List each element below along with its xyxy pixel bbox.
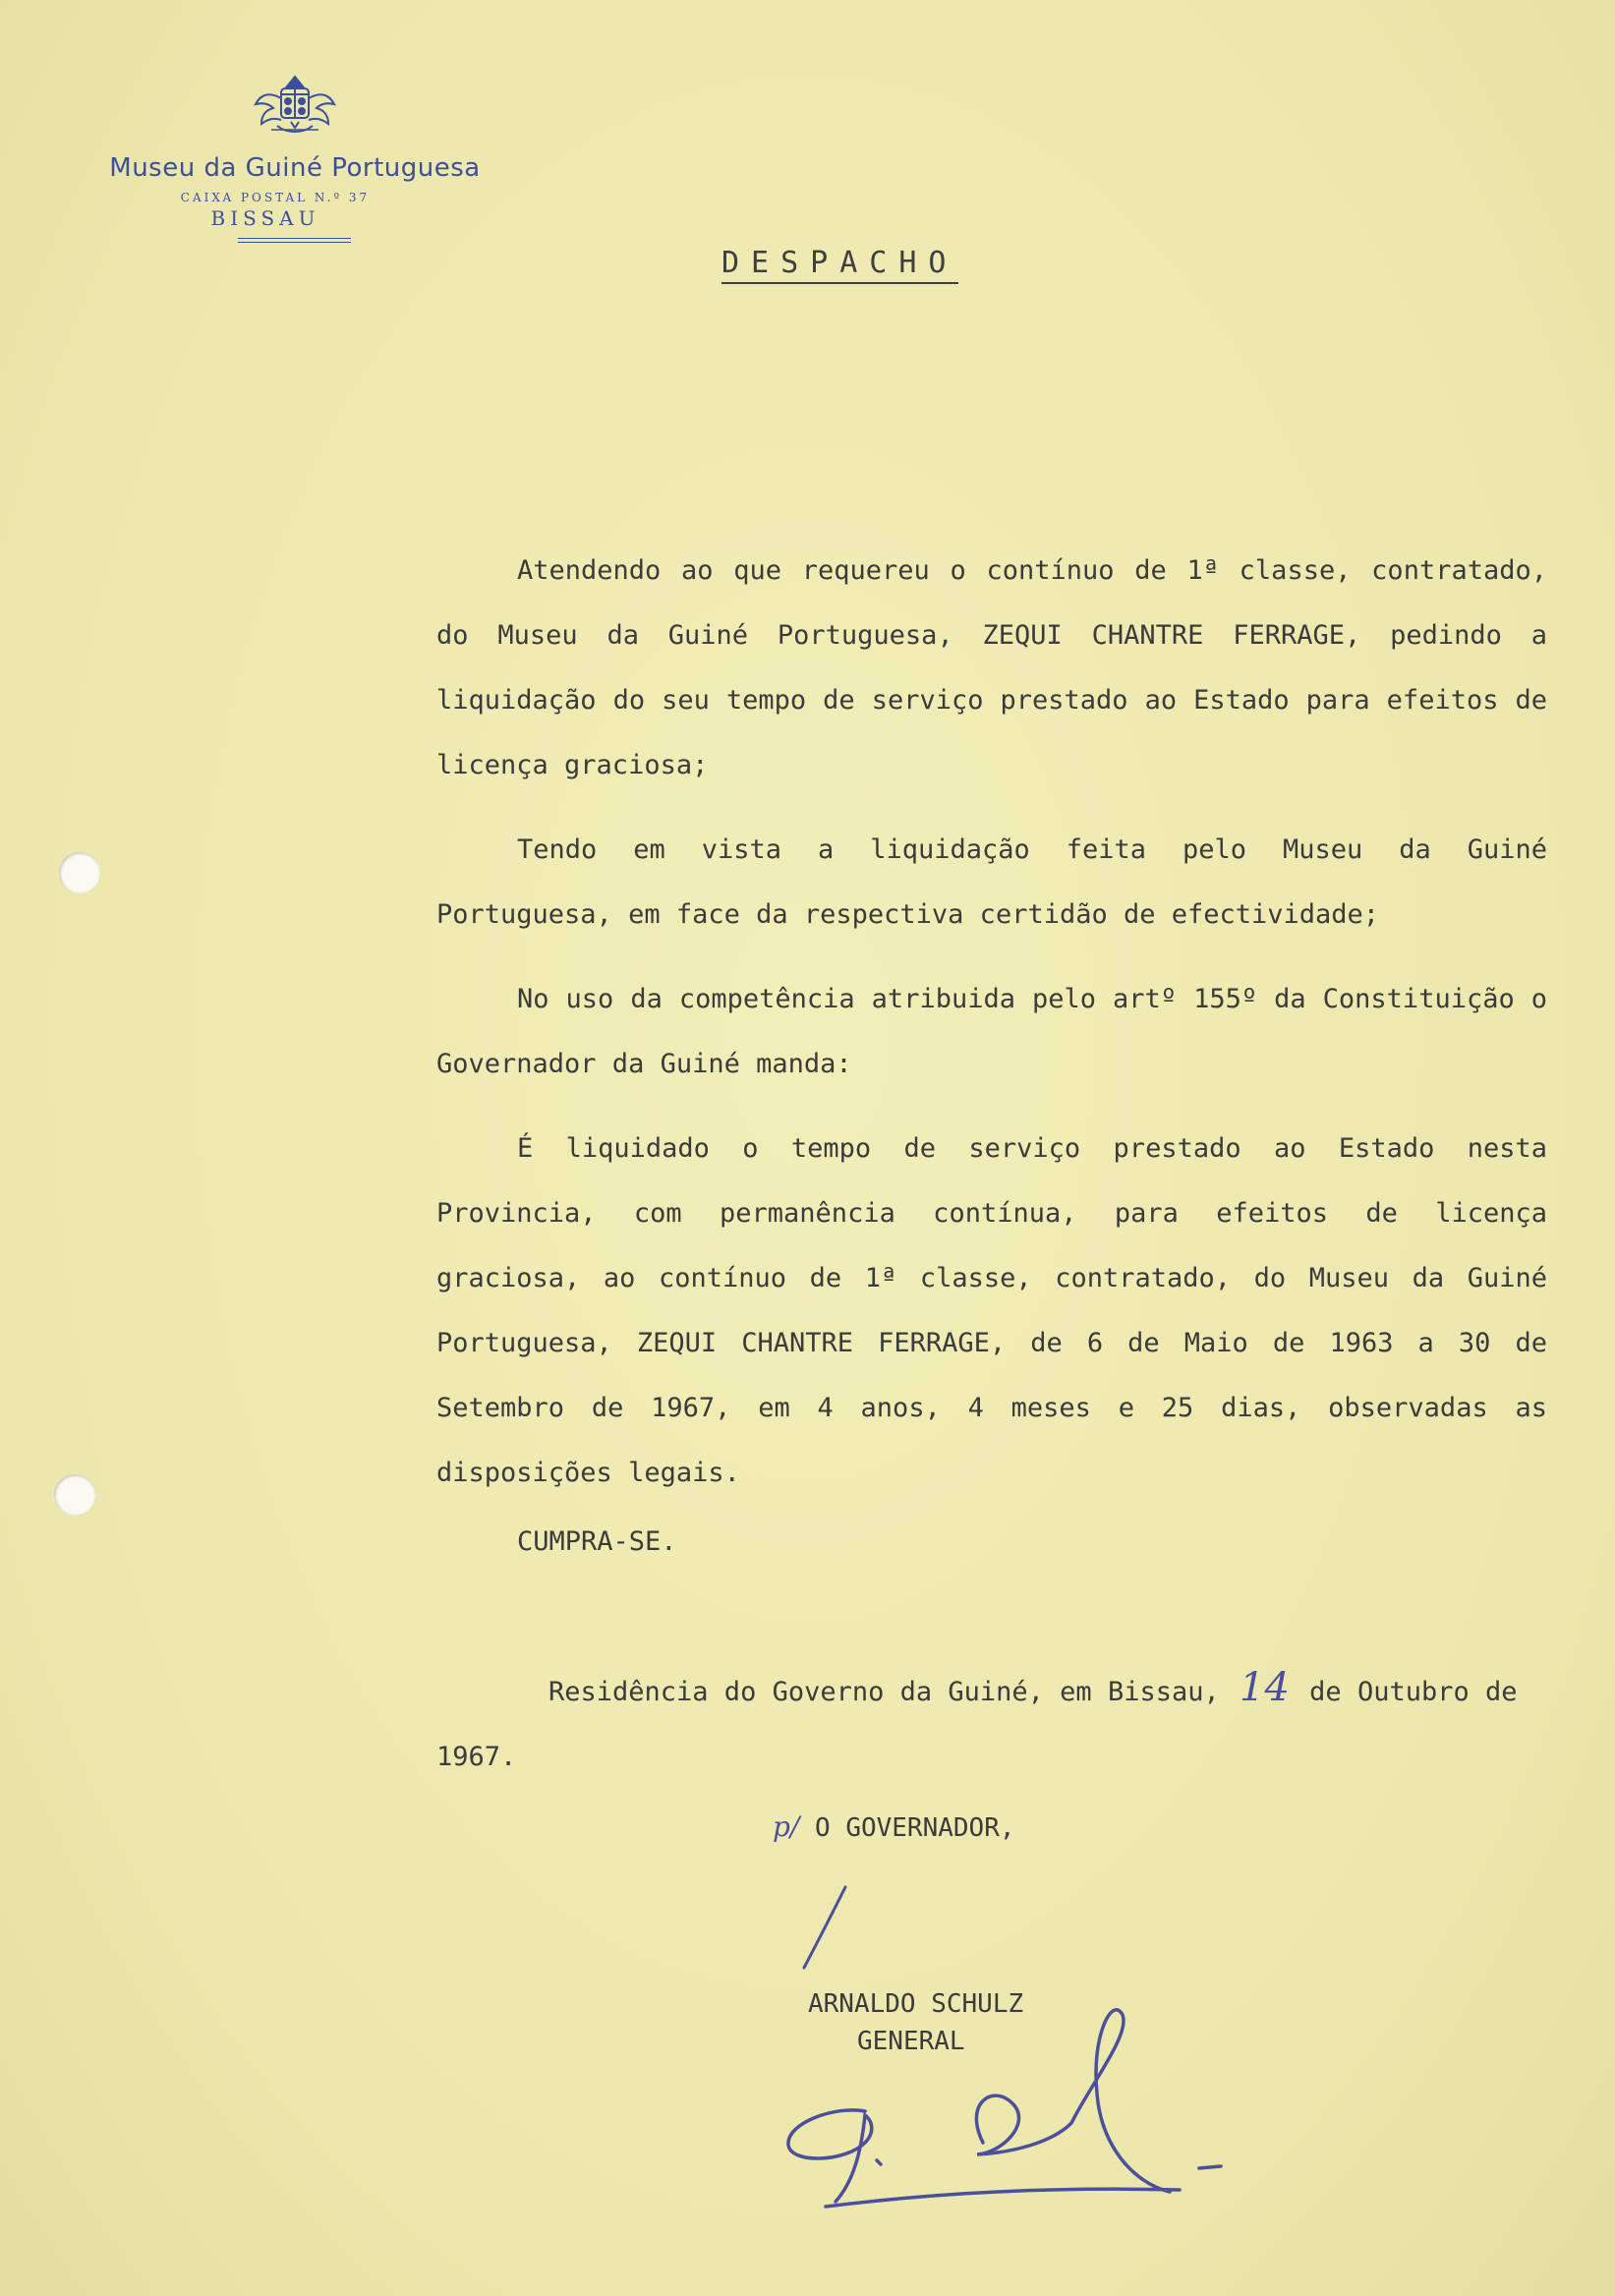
closing-prefix: Residência do Governo da Guiné, em Bissau, [548,1677,1220,1707]
punch-hole-upper [59,852,100,893]
paragraph-liquidation: Tendo em vista a liquidação feita pelo Museu da Guiné Portuguesa, em face da respectiva certidão de efectividade; [436,834,1547,930]
coat-of-arms-icon [248,69,342,147]
letterhead [79,69,511,243]
letterhead-postal: CAIXA POSTAL N.º 37 [180,191,371,204]
governor-title: O GOVERNADOR, [815,1813,1015,1843]
signatory-rank: GENERAL [857,2027,965,2056]
governor-title-line [773,1810,1015,1843]
closing-day-handwritten: 14 [1240,1665,1290,1710]
closing-line [436,1655,1547,1790]
paragraph-competence: No uso da competência atribuida pelo artº 155º da Constituição o Governador da Guiné manda: [436,984,1547,1079]
governor-signature-slash [767,1867,885,1985]
paragraph-request: Atendendo ao que requereu o contínuo de 1ª classe, contratado, do Museu da Guiné Portuguesa, ZEQUI CHANTRE FERRAGE, pedindo a liquidação do seu tempo de serviço prestado ao Estado para efeitos de licença graciosa; [436,555,1547,780]
punch-hole-lower [54,1474,95,1516]
signatory-name: ARNALDO SCHULZ [808,1989,1024,2019]
letterhead-city: BISSAU [210,206,320,230]
document-title: DESPACHO [721,246,958,284]
cumpra-se: CUMPRA-SE. [517,1526,677,1557]
paragraph-decision: É liquidado o tempo de serviço prestado ao Estado nesta Provincia, com permanência contínua, para efeitos de licença graciosa, ao contínuo de 1ª classe, contratado, do Museu da Guiné Portuguesa, ZEQUI CHANTRE FERRAGE, de 6 de Maio de 1963 a 30 de Setembro de 1967, em 4 anos, 4 meses e 25 dias, observadas as disposições legais. [436,1133,1547,1488]
closing-suffix: de Outubro de 1967. [436,1677,1518,1772]
pl-handwritten: p/ [773,1810,800,1843]
handwritten-signature [767,1995,1278,2231]
despacho-body [436,539,1547,1525]
letterhead-name: Museu da Guiné Portuguesa [109,153,481,183]
letterhead-rule [238,238,351,243]
